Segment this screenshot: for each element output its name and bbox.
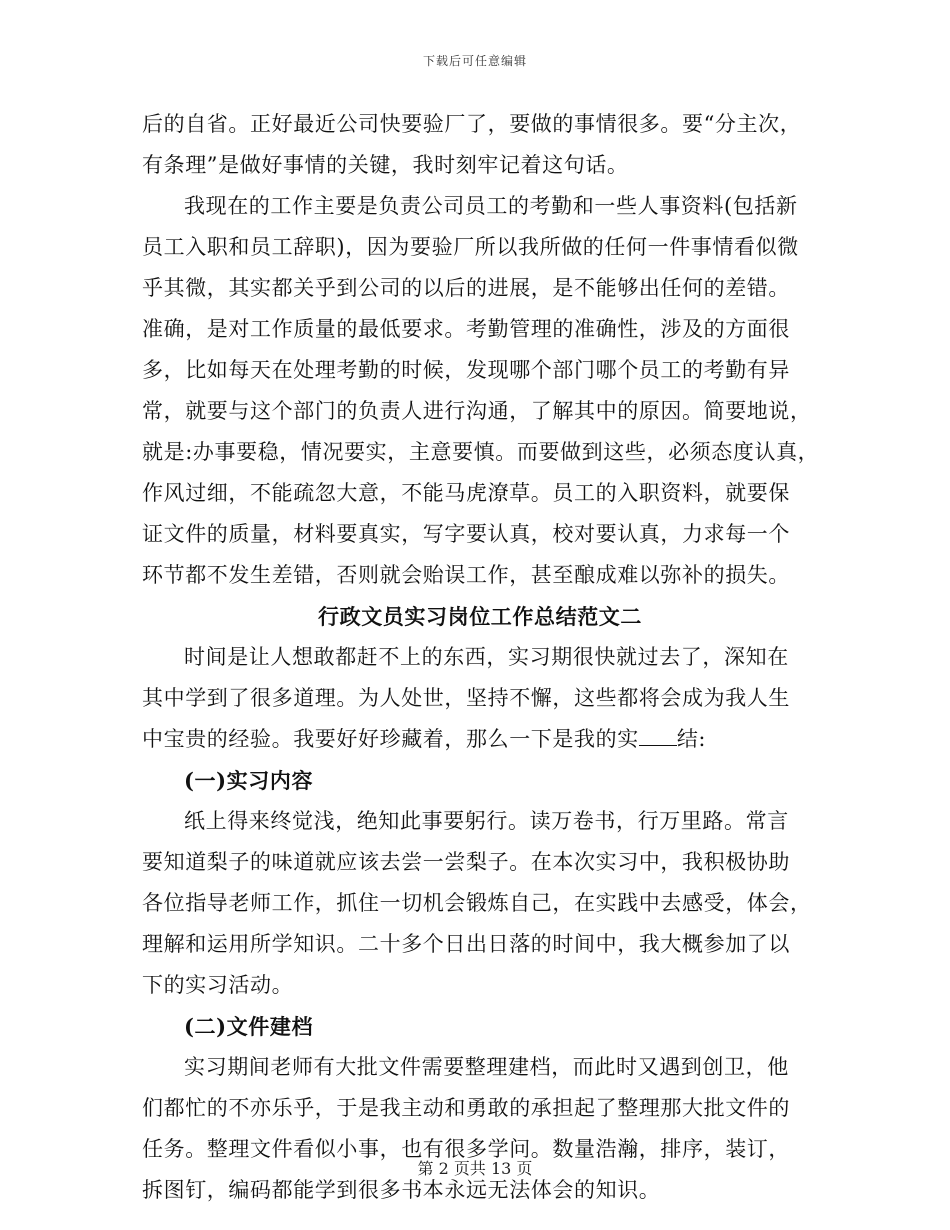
document-body bbox=[142, 104, 818, 1211]
text-line: 有条理”是做好事情的关键，我时刻牢记着这句话。 bbox=[142, 153, 629, 177]
text-line: 们都忙的不亦乐乎，于是我主动和勇敢的承担起了整理那大批文件的 bbox=[142, 1096, 790, 1120]
text-line: 下的实习活动。 bbox=[142, 973, 294, 997]
subheading: (二)文件建档 bbox=[184, 1014, 314, 1039]
text-line: 拆图钉，编码都能学到很多书本永远无法体会的知识。 bbox=[142, 1178, 661, 1202]
text-line: 任务。整理文件看似小事，也有很多学问。数量浩瀚，排序，装订， bbox=[142, 1137, 790, 1161]
text-line: 作风过细，不能疏忽大意，不能马虎潦草。员工的入职资料，就要保 bbox=[142, 481, 790, 505]
page-header: 下载后可任意编辑 bbox=[422, 54, 527, 68]
text-line: 要知道梨子的味道就应该去尝一尝梨子。在本次实习中，我积极协助 bbox=[142, 850, 790, 874]
text-line-with-blank bbox=[142, 719, 818, 760]
text-line: 多，比如每天在处理考勤的时候，发现哪个部门哪个员工的考勤有异 bbox=[142, 358, 790, 382]
text-line: 时间是让人想敢都赶不上的东西，实习期很快就过去了，深知在 bbox=[184, 645, 789, 669]
text-line: 员工入职和员工辞职)，因为要验厂所以我所做的任何一件事情看似微 bbox=[142, 235, 799, 259]
text-fragment: 结: bbox=[676, 727, 707, 751]
text-line: 后的自省。正好最近公司快要验厂了，要做的事情很多。要“分主次， bbox=[142, 112, 802, 136]
text-line: 环节都不发生差错，否则就会贻误工作，甚至酿成难以弥补的损失。 bbox=[142, 563, 790, 587]
text-line: 各位指导老师工作，抓住一切机会锻炼自己，在实践中去感受，体会， bbox=[142, 891, 812, 915]
text-line: 实习期间老师有大批文件需要整理建档，而此时又遇到创卫，他 bbox=[184, 1055, 789, 1079]
page-footer: 第 2 页共 13 页 bbox=[417, 1159, 533, 1178]
fill-in-blank bbox=[639, 725, 677, 746]
text-line: 就是:办事要稳，情况要实，主意要慎。而要做到这些，必须态度认真， bbox=[142, 440, 820, 464]
section-title: 行政文员实习岗位工作总结范文二 bbox=[318, 604, 642, 629]
text-line: 我现在的工作主要是负责公司员工的考勤和一些人事资料(包括新 bbox=[184, 194, 798, 218]
text-line: 证文件的质量，材料要真实，写字要认真，校对要认真，力求每一个 bbox=[142, 522, 790, 546]
text-line: 纸上得来终觉浅，绝知此事要躬行。读万卷书，行万里路。常言 bbox=[184, 809, 789, 833]
text-fragment: 中宝贵的经验。我要好好珍藏着，那么一下是我的实 bbox=[142, 727, 639, 751]
text-line: 理解和运用所学知识。二十多个日出日落的时间中，我大概参加了以 bbox=[142, 932, 790, 956]
subheading: (一)实习内容 bbox=[184, 768, 314, 793]
text-line: 准确，是对工作质量的最低要求。考勤管理的准确性，涉及的方面很 bbox=[142, 317, 790, 341]
text-line: 其中学到了很多道理。为人处世，坚持不懈，这些都将会成为我人生 bbox=[142, 686, 790, 710]
text-line: 常，就要与这个部门的负责人进行沟通，了解其中的原因。简要地说， bbox=[142, 399, 812, 423]
text-line: 乎其微，其实都关乎到公司的以后的进展，是不能够出任何的差错。 bbox=[142, 276, 790, 300]
